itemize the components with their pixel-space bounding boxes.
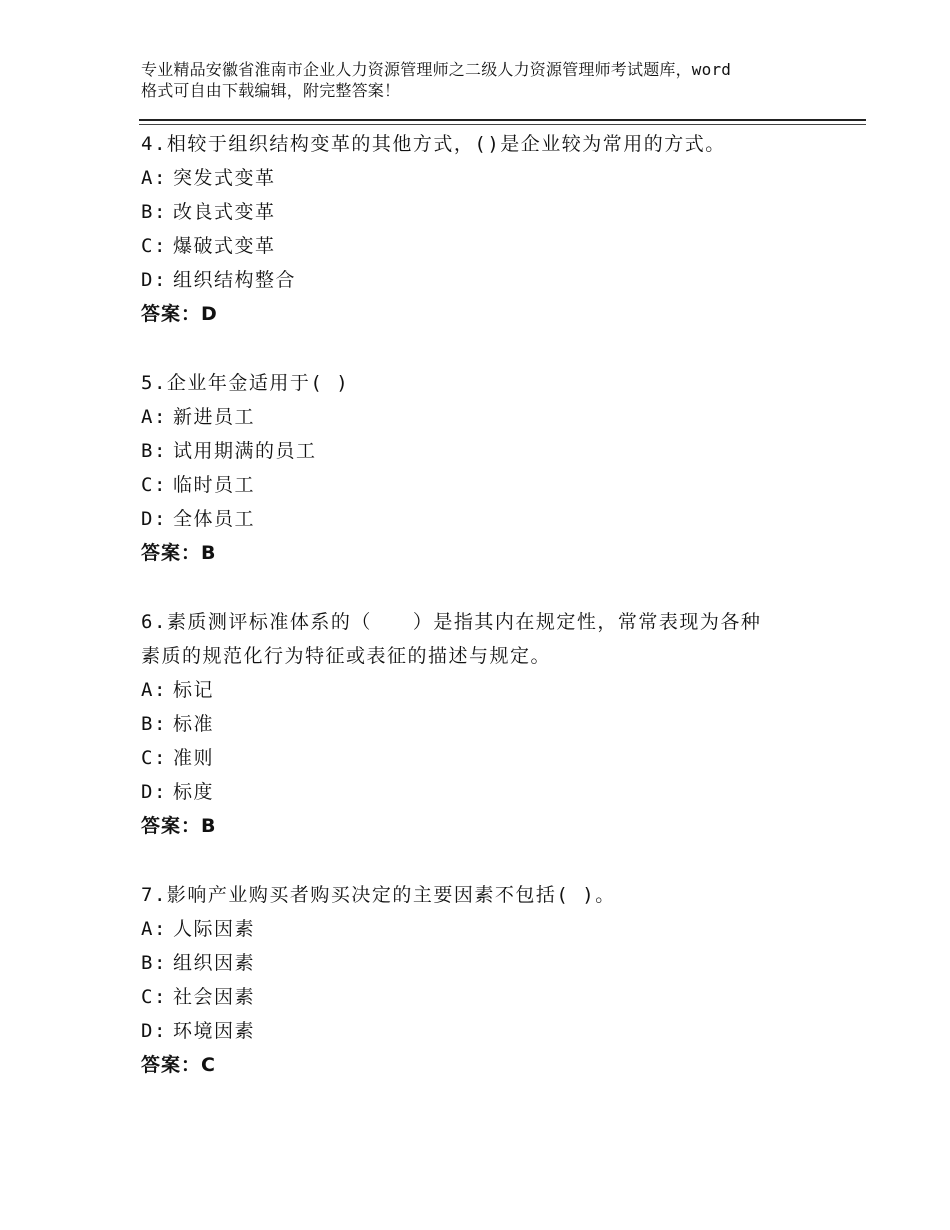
- option-b: [141, 195, 841, 229]
- option-letter: C:: [141, 747, 167, 769]
- question-stem-continued: 素质的规范化行为特征或表征的描述与规定。: [141, 645, 552, 667]
- question-7: [141, 878, 841, 1082]
- option-c: [141, 229, 841, 263]
- question-stem: 4.相较于组织结构变革的其他方式，()是企业较为常用的方式。: [141, 133, 726, 155]
- option-b: [141, 946, 841, 980]
- option-letter: B:: [141, 201, 167, 223]
- header-line-2: 格式可自由下载编辑，附完整答案！: [141, 81, 401, 100]
- option-b: [141, 434, 841, 468]
- option-c: [141, 468, 841, 502]
- option-text: 改良式变革: [173, 201, 276, 223]
- option-letter: B:: [141, 713, 167, 735]
- document-header: [141, 59, 831, 101]
- option-letter: C:: [141, 474, 167, 496]
- header-line-1: 专业精品安徽省淮南市企业人力资源管理师之二级人力资源管理师考试题库，word: [141, 60, 732, 79]
- option-letter: D:: [141, 269, 167, 291]
- option-text: 组织因素: [173, 952, 256, 974]
- option-text: 标度: [173, 781, 215, 803]
- option-a: [141, 400, 841, 434]
- option-letter: A:: [141, 406, 167, 428]
- question-stem: 6.素质测评标准体系的（ ）是指其内在规定性，常常表现为各种: [141, 611, 762, 633]
- option-text: 新进员工: [173, 406, 256, 428]
- question-stem: 7.影响产业购买者购买决定的主要因素不包括( )。: [141, 884, 616, 906]
- answer-label: 答案：D: [141, 303, 218, 325]
- option-letter: C:: [141, 235, 167, 257]
- question-stem: 5.企业年金适用于( ): [141, 372, 350, 394]
- option-a: [141, 673, 841, 707]
- option-letter: D:: [141, 1020, 167, 1042]
- header-rule-thick: [139, 119, 866, 121]
- header-rule-thin: [139, 124, 866, 125]
- option-a: [141, 912, 841, 946]
- option-letter: C:: [141, 986, 167, 1008]
- question-6: [141, 605, 841, 843]
- question-5: [141, 366, 841, 570]
- option-text: 突发式变革: [173, 167, 276, 189]
- option-text: 临时员工: [173, 474, 256, 496]
- option-d: [141, 1014, 841, 1048]
- question-4: [141, 127, 841, 331]
- option-text: 环境因素: [173, 1020, 256, 1042]
- option-a: [141, 161, 841, 195]
- answer-label: 答案：B: [141, 542, 217, 564]
- option-b: [141, 707, 841, 741]
- option-letter: D:: [141, 781, 167, 803]
- option-d: [141, 502, 841, 536]
- option-text: 组织结构整合: [173, 269, 297, 291]
- option-letter: A:: [141, 918, 167, 940]
- option-text: 爆破式变革: [173, 235, 276, 257]
- option-letter: D:: [141, 508, 167, 530]
- option-text: 标记: [173, 679, 215, 701]
- option-c: [141, 980, 841, 1014]
- option-text: 准则: [173, 747, 215, 769]
- option-text: 人际因素: [173, 918, 256, 940]
- answer-label: 答案：C: [141, 1054, 216, 1076]
- option-text: 社会因素: [173, 986, 256, 1008]
- option-text: 试用期满的员工: [173, 440, 317, 462]
- option-d: [141, 775, 841, 809]
- option-text: 全体员工: [173, 508, 256, 530]
- option-text: 标准: [173, 713, 215, 735]
- option-c: [141, 741, 841, 775]
- option-d: [141, 263, 841, 297]
- option-letter: B:: [141, 952, 167, 974]
- answer-label: 答案：B: [141, 815, 217, 837]
- option-letter: A:: [141, 679, 167, 701]
- option-letter: A:: [141, 167, 167, 189]
- option-letter: B:: [141, 440, 167, 462]
